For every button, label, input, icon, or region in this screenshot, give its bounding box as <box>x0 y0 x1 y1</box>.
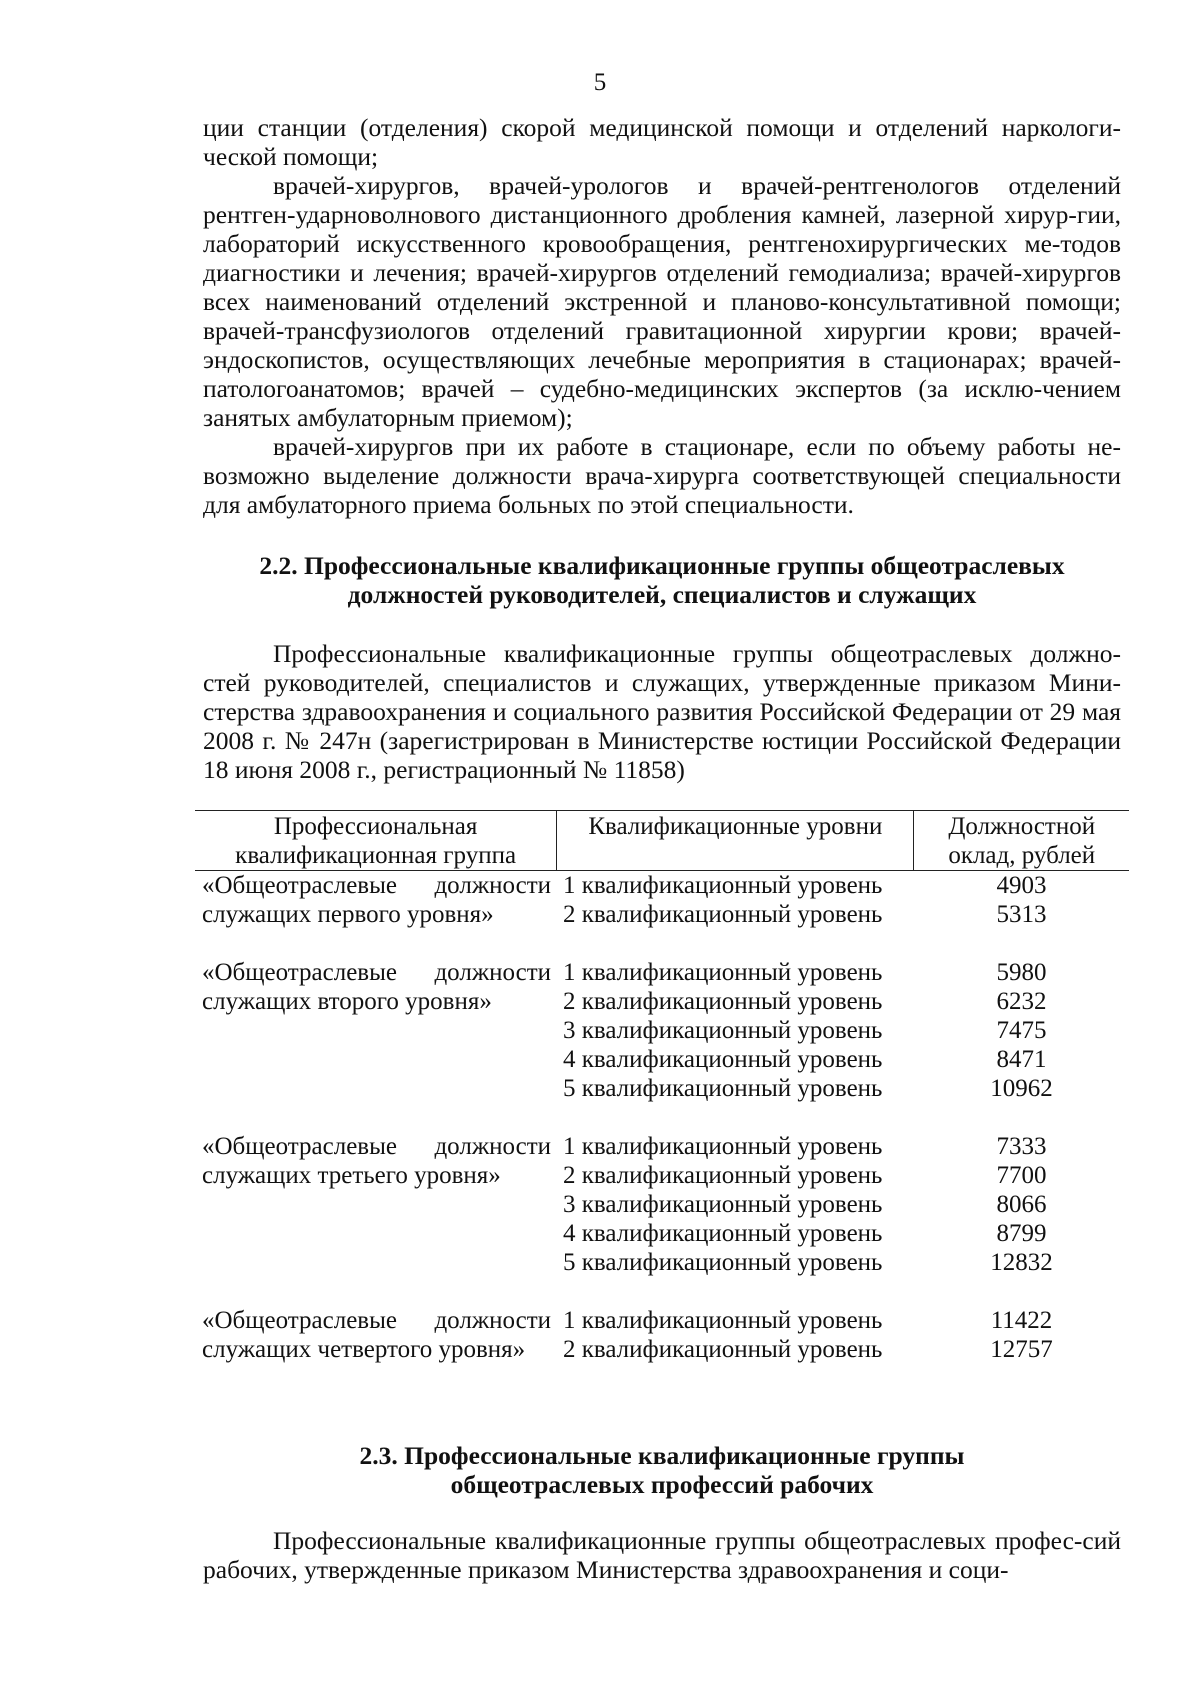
group-salaries <box>914 871 1129 929</box>
group-name: «Общеотраслевые должности служащих четвертого уровня» <box>202 1307 551 1363</box>
table-header <box>195 810 1129 871</box>
salary-cell: 8799 <box>996 1220 1047 1247</box>
header-group <box>195 811 557 870</box>
level-cell: 2 квалификационный уровень <box>563 988 883 1015</box>
level-cell: 1 квалификационный уровень <box>563 872 883 899</box>
heading-line: 2.2. Профессиональные квалификационные группы общеотраслевых <box>259 551 1065 580</box>
group-levels <box>557 1306 914 1364</box>
section-paragraph: Профессиональные квалификационные группы общеотраслевых профес-сий рабочих, утвержденные приказом Министерства здравоохранения и соци- <box>203 1526 1121 1584</box>
intro-text <box>203 113 1121 519</box>
intro-paragraph: врачей-хирургов, врачей-урологов и врачей-рентгенологов отделений рентген-ударноволнового дистанционного дробления камней, лазерной хирур-гии, лабораторий искусственного кровообращения, рентгенохирургических ме-тодов диагностики и лечения; врачей-хирургов отделений гемодиализа; врачей-хирургов всех наименований отделений экстренной и планово-консультативной помощи; врачей-трансфузиологов отделений гравитационной хирургии крови; врачей-эндоскопистов, осуществляющих лечебные мероприятия в стационарах; врачей-патологоанатомов; врачей – судебно-медицинских экспертов (за исклю-чением занятых амбулаторным приемом); <box>203 171 1121 432</box>
intro-paragraph: ции станции (отделения) скорой медицинской помощи и отделений наркологи-ческой помощи; <box>203 113 1121 171</box>
heading-line: 2.3. Профессиональные квалификационные группы <box>359 1441 965 1470</box>
salary-cell: 5313 <box>996 901 1047 928</box>
salary-cell: 8066 <box>996 1191 1047 1218</box>
level-cell: 2 квалификационный уровень <box>563 1162 883 1189</box>
salary-cell: 12757 <box>990 1336 1053 1363</box>
level-cell: 1 квалификационный уровень <box>563 1133 883 1160</box>
header-text: квалификационная группа <box>235 842 517 869</box>
group-levels <box>557 871 914 929</box>
level-cell: 1 квалификационный уровень <box>563 1307 883 1334</box>
level-cell: 5 квалификационный уровень <box>563 1075 883 1102</box>
group-name: «Общеотраслевые должности служащих первого уровня» <box>202 872 551 928</box>
table-body <box>195 871 1129 1364</box>
salary-cell: 7475 <box>996 1017 1047 1044</box>
heading-line: должностей руководителей, специалистов и служащих <box>347 580 977 609</box>
header-levels <box>557 811 914 870</box>
salary-cell: 5980 <box>996 959 1047 986</box>
group-salaries <box>914 958 1129 1103</box>
salary-cell: 4903 <box>996 872 1047 899</box>
salary-cell: 8471 <box>996 1046 1047 1073</box>
group-levels <box>557 1132 914 1277</box>
level-cell: 4 квалификационный уровень <box>563 1220 883 1247</box>
intro-paragraph: врачей-хирургов при их работе в стационаре, если по объему работы не-возможно выделение должности врача-хирурга соответствующей специальности для амбулаторного приема больных по этой специальности. <box>203 432 1121 519</box>
page-number: 5 <box>593 69 607 96</box>
level-cell: 2 квалификационный уровень <box>563 1336 883 1363</box>
section-2-2-heading <box>203 551 1121 609</box>
header-text: оклад, рублей <box>948 842 1096 869</box>
header-text: Должностной <box>948 813 1096 840</box>
header-text: Квалификационные уровни <box>588 813 883 840</box>
salary-cell: 12832 <box>990 1249 1053 1276</box>
header-salary <box>914 811 1129 870</box>
salary-cell: 10962 <box>990 1075 1053 1102</box>
table-row-group <box>195 871 1129 929</box>
group-levels <box>557 958 914 1103</box>
level-cell: 3 квалификационный уровень <box>563 1017 883 1044</box>
table-row-group <box>195 958 1129 1103</box>
level-cell: 1 квалификационный уровень <box>563 959 883 986</box>
group-name: «Общеотраслевые должности служащих второго уровня» <box>202 959 551 1015</box>
salary-cell: 11422 <box>990 1307 1053 1334</box>
level-cell: 3 квалификационный уровень <box>563 1191 883 1218</box>
table-row-group <box>195 1132 1129 1277</box>
table-row-group <box>195 1306 1129 1364</box>
level-cell: 2 квалификационный уровень <box>563 901 883 928</box>
level-cell: 4 квалификационный уровень <box>563 1046 883 1073</box>
salary-cell: 7700 <box>996 1162 1047 1189</box>
group-name: «Общеотраслевые должности служащих третьего уровня» <box>202 1133 551 1189</box>
group-salaries <box>914 1132 1129 1277</box>
group-salaries <box>914 1306 1129 1364</box>
salary-table <box>195 810 1129 1364</box>
section-2-3-heading <box>203 1441 1121 1499</box>
header-text: Профессиональная <box>273 813 478 840</box>
level-cell: 5 квалификационный уровень <box>563 1249 883 1276</box>
heading-line: общеотраслевых профессий рабочих <box>450 1470 874 1499</box>
section-2-2-text <box>203 639 1121 784</box>
salary-cell: 6232 <box>996 988 1047 1015</box>
section-2-3-text <box>203 1526 1121 1584</box>
salary-cell: 7333 <box>996 1133 1047 1160</box>
section-paragraph: Профессиональные квалификационные группы общеотраслевых должно-стей руководителей, специалистов и служащих, утвержденные приказом Мини-стерства здравоохранения и социального развития Российской Федерации от 29 мая 2008 г. № 247н (зарегистрирован в Министерстве юстиции Российской Федерации 18 июня 2008 г., регистрационный № 11858) <box>203 639 1121 784</box>
